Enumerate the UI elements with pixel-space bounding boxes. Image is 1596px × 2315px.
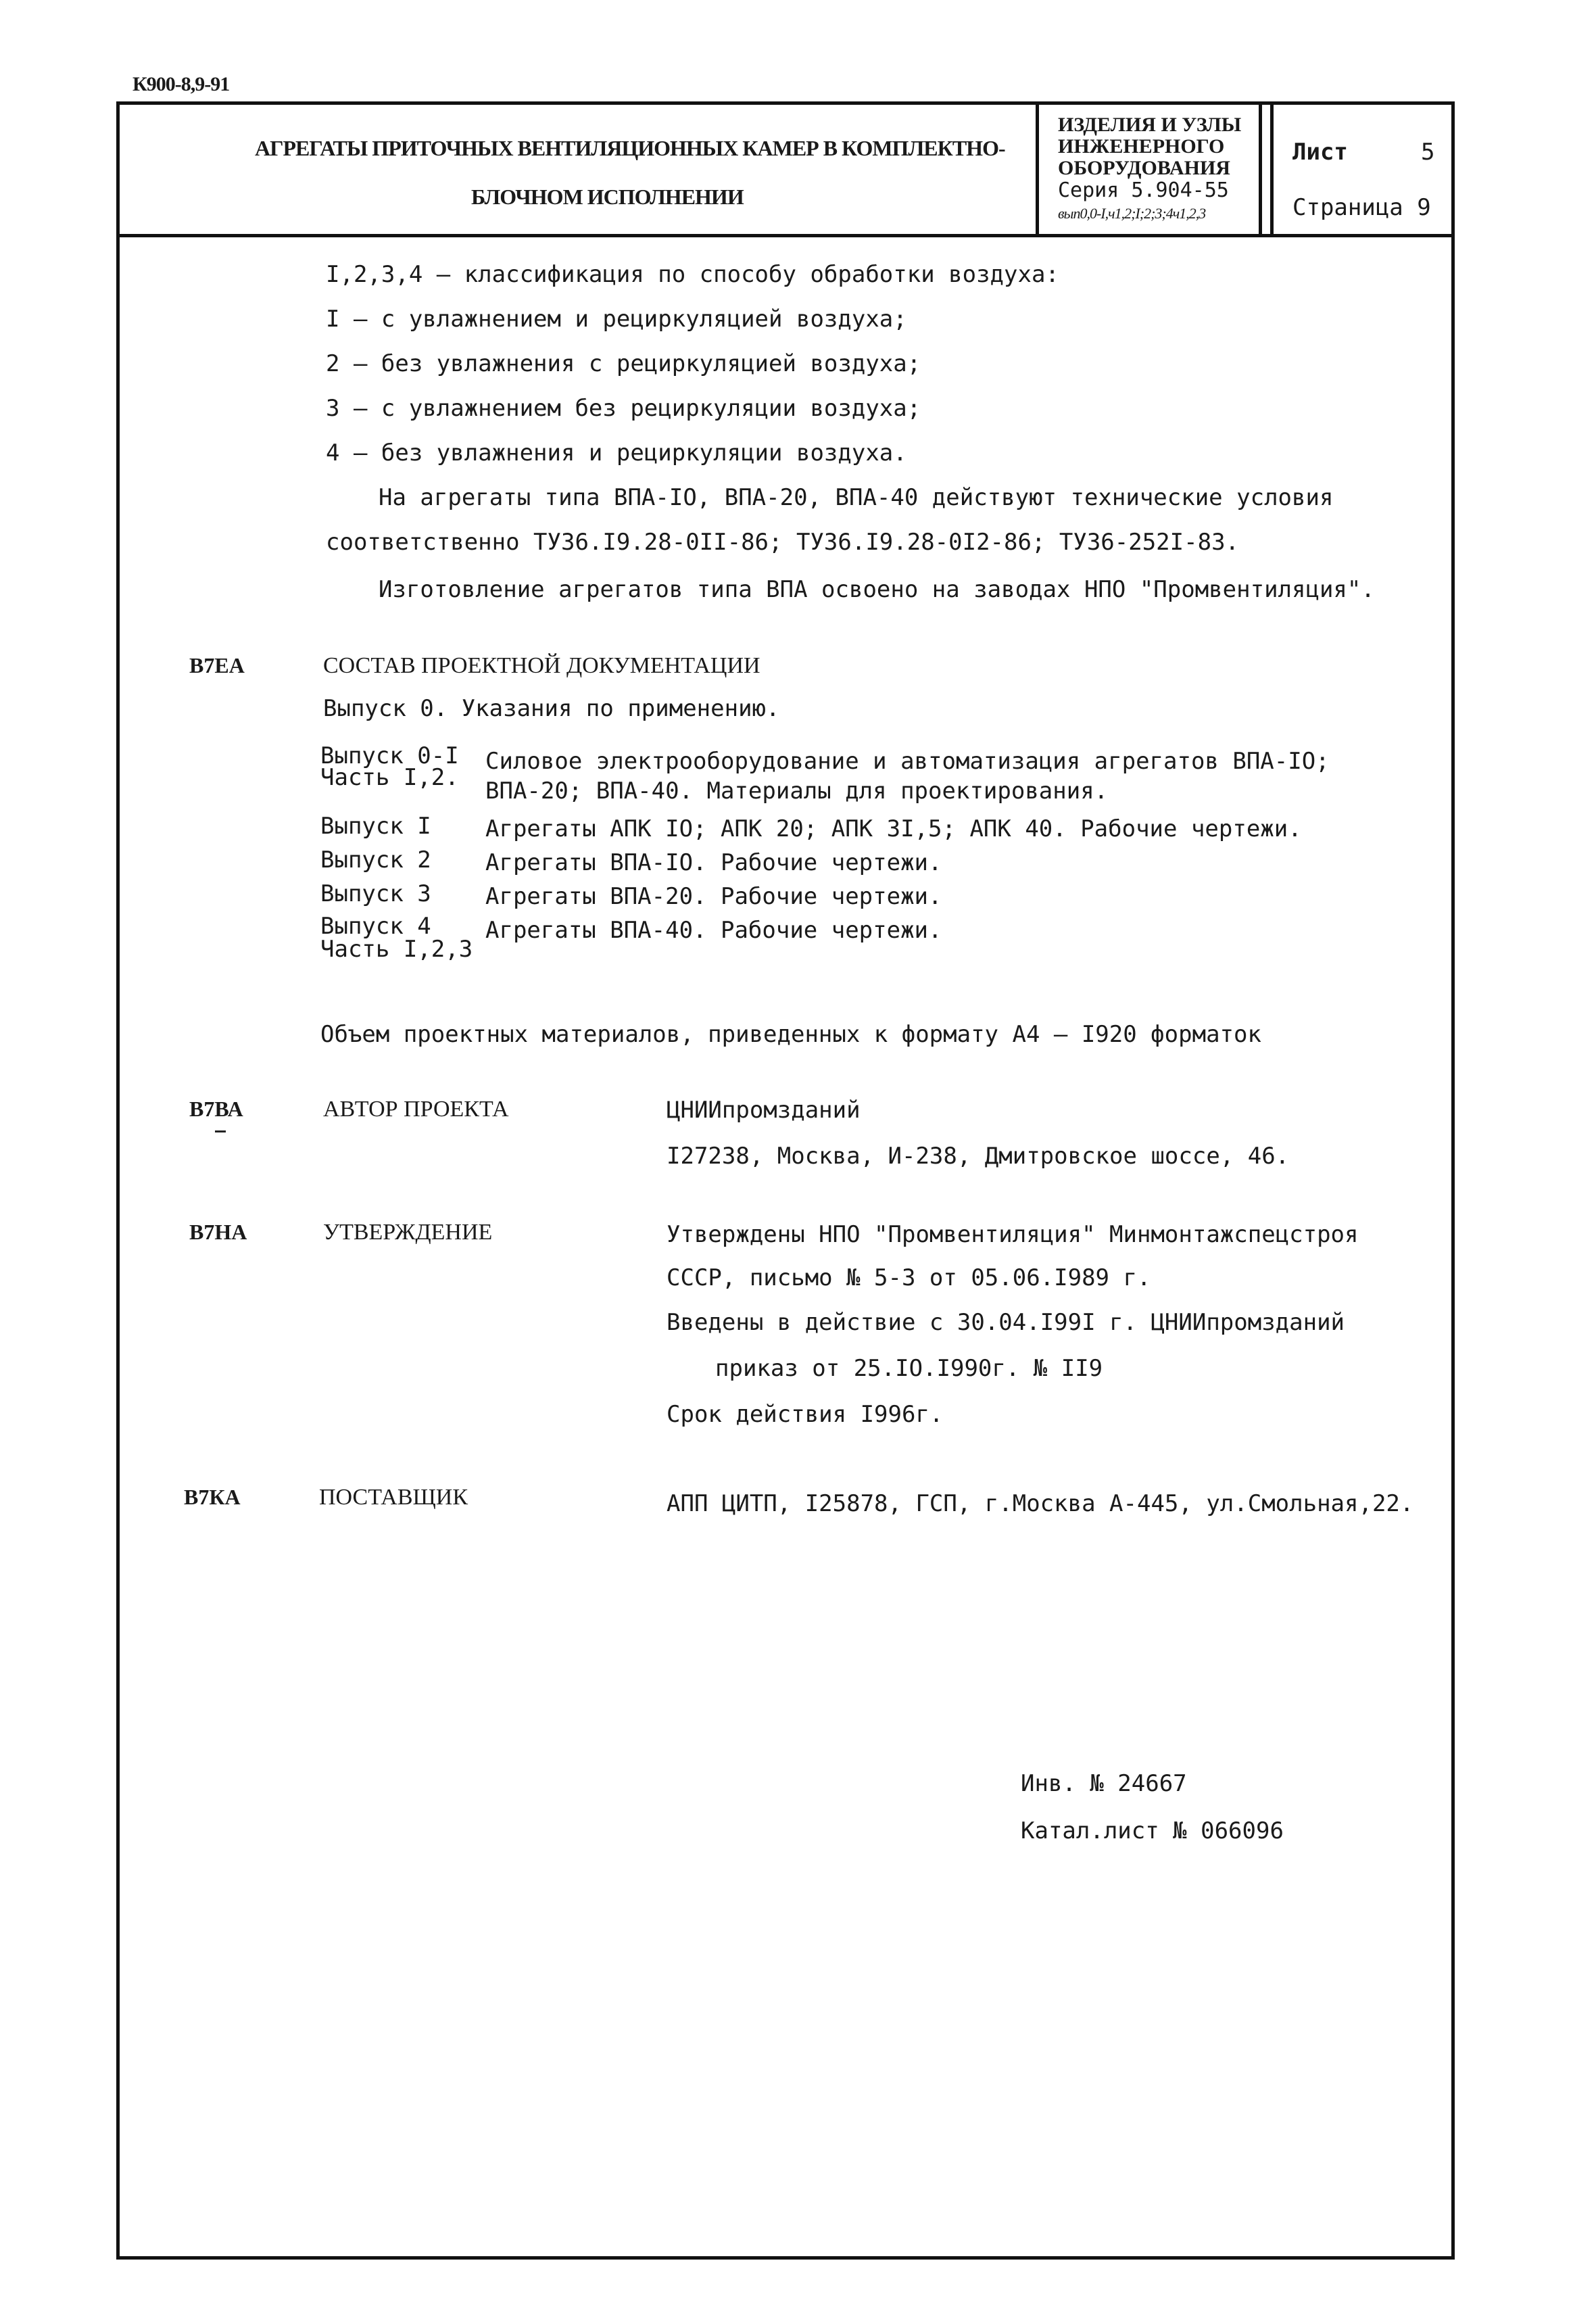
page-label: Страница 9 [1292, 194, 1431, 221]
composition-code: В7ЕА [189, 653, 245, 677]
category-line1: ИЗДЕЛИЯ И УЗЛЫ [1058, 114, 1242, 136]
classification-item-2: 2 – без увлажнения с рециркуляцией воздуха; [326, 350, 921, 377]
supplier-title: ПОСТАВЩИК [319, 1485, 468, 1510]
approval-line1: Утверждены НПО "Промвентиляция" Минмонтажспецстроя [667, 1221, 1359, 1248]
author-address: I27238, Москва, И-238, Дмитровское шоссе, 46. [667, 1143, 1290, 1170]
author-code-mark [215, 1130, 226, 1132]
inventory-number: Инв. № 24667 [1021, 1770, 1187, 1797]
issue-3-label: Выпуск 3 [320, 880, 431, 907]
issue-4-desc: Агрегаты ВПА-40. Рабочие чертежи. [485, 917, 942, 944]
issue-3-desc: Агрегаты ВПА-20. Рабочие чертежи. [485, 883, 942, 910]
category-line2: ИНЖЕНЕРНОГО [1058, 135, 1225, 158]
issues-handwritten: вып0,0-I,ч1,2;I;2;3;4ч1,2,3 [1058, 205, 1206, 222]
author-code: В7ВА [189, 1097, 243, 1121]
approval-line3: Введены в действие с 30.04.I99I г. ЦНИИпромзданий [667, 1309, 1345, 1336]
series-number: Серия 5.904-55 [1058, 178, 1229, 202]
issue-0-1-desc2: ВПА-20; ВПА-40. Материалы для проектирования. [485, 778, 1109, 805]
issue-4-label: Выпуск 4 [320, 913, 431, 940]
document-title-line1: АГРЕГАТЫ ПРИТОЧНЫХ ВЕНТИЛЯЦИОННЫХ КАМЕР В КОМПЛЕКТНО- [255, 136, 1005, 160]
issue-1-label: Выпуск I [320, 813, 431, 840]
supplier-address: АПП ЦИТП, I25878, ГСП, г.Москва А-445, ул.Смольная,22. [667, 1490, 1414, 1517]
issue-2-desc: Агрегаты ВПА-IO. Рабочие чертежи. [485, 849, 942, 876]
category-line3: ОБОРУДОВАНИЯ [1058, 157, 1230, 179]
approval-title: УТВЕРЖДЕНИЕ [323, 1220, 493, 1245]
classification-item-3: 3 – с увлажнением без рециркуляции воздуха; [326, 395, 921, 422]
classification-item-4: 4 – без увлажнения и рециркуляции воздуха. [326, 439, 907, 467]
catalog-sheet-number: Катал.лист № 066096 [1021, 1817, 1284, 1844]
approval-code: В7НА [189, 1220, 247, 1244]
author-title: АВТОР ПРОЕКТА [323, 1097, 509, 1122]
manufacturing-note: Изготовление агрегатов типа ВПА освоено на заводах НПО "Промвентиляция". [379, 576, 1375, 603]
document-title-line2: БЛОЧНОМ ИСПОЛНЕНИИ [471, 185, 744, 209]
issue-4-part: Часть I,2,3 [320, 936, 473, 963]
issue-0-1-label: Выпуск 0-I [320, 742, 459, 769]
composition-issue-0: Выпуск 0. Указания по применению. [323, 695, 780, 722]
sheet-number: 5 [1421, 139, 1435, 166]
supplier-code: В7КА [184, 1485, 241, 1509]
document-code: К900-8,9-91 [132, 73, 230, 95]
sheet-label: Лист [1292, 139, 1348, 166]
tech-conditions-line2: соответственно ТУ36.I9.28-0II-86; ТУ36.I9.28-0I2-86; ТУ36-252I-83. [326, 529, 1240, 556]
page-frame [116, 101, 1455, 2260]
composition-title: СОСТАВ ПРОЕКТНОЙ ДОКУМЕНТАЦИИ [323, 653, 760, 678]
author-name: ЦНИИпромзданий [667, 1097, 861, 1124]
tech-conditions-line1: На агрегаты типа ВПА-IO, ВПА-20, ВПА-40 действуют технические условия [379, 484, 1334, 511]
approval-line5: Срок действия I996г. [667, 1401, 944, 1428]
approval-line2: СССР, письмо № 5-3 от 05.06.I989 г. [667, 1264, 1151, 1291]
title-divider-2 [1259, 105, 1262, 237]
title-block [120, 105, 1451, 237]
title-divider-1 [1036, 105, 1039, 237]
issue-0-1-part: Часть I,2. [320, 764, 459, 791]
issue-2-label: Выпуск 2 [320, 846, 431, 874]
classification-item-1: I – с увлажнением и рециркуляцией воздуха; [326, 306, 907, 333]
issue-0-1-desc1: Силовое электрооборудование и автоматизация агрегатов ВПА-IO; [485, 748, 1330, 775]
classification-intro: I,2,3,4 – классификация по способу обработки воздуха: [326, 261, 1059, 288]
title-divider-3 [1270, 105, 1274, 237]
approval-line4: приказ от 25.IO.I990г. № II9 [715, 1355, 1103, 1382]
volume-note: Объем проектных материалов, приведенных к формату А4 – I920 форматок [320, 1021, 1261, 1048]
issue-1-desc: Агрегаты АПК IO; АПК 20; АПК 3I,5; АПК 40. Рабочие чертежи. [485, 815, 1302, 842]
